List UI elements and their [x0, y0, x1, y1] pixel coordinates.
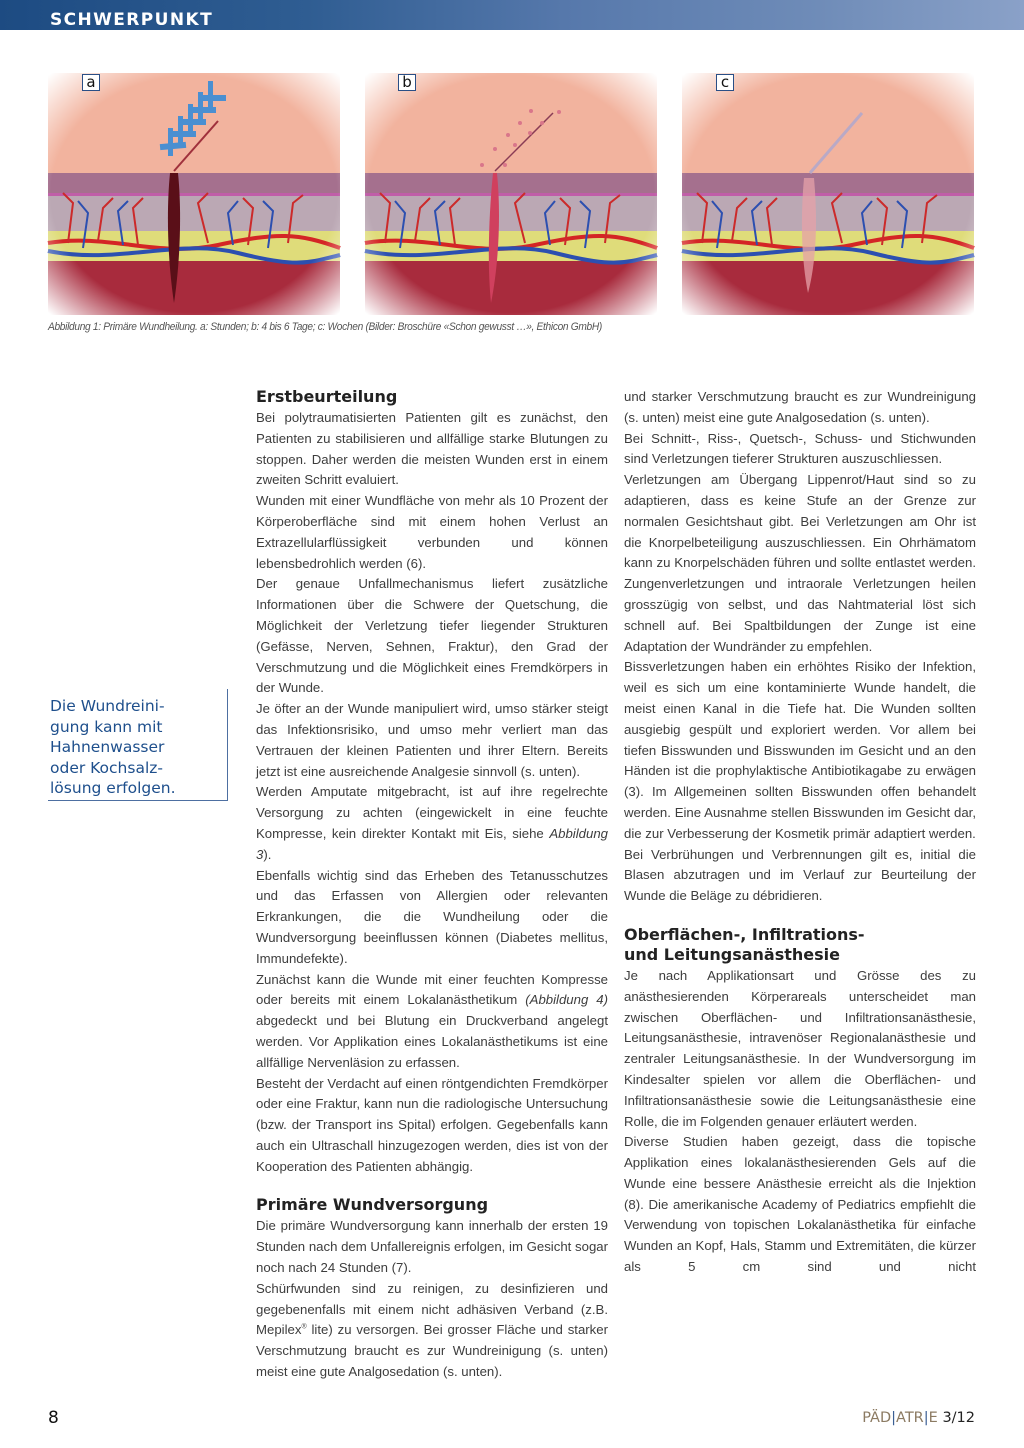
paragraph: Bei polytraumatisierten Patienten gilt es zunächst, den Patienten zu stabilisieren und allfällige starke Blutungen zu stoppen. Daher werden die meisten Wunden erst in einem zweiten Schritt evaluiert.	[256, 410, 608, 488]
skin-illustration-scar	[682, 73, 974, 315]
paragraph: Besteht der Verdacht auf einen röntgendichten Fremdkörper oder eine Fraktur, kann nun die radiologische Untersuchung (bzw. der Transport ins Spital) erfolgen. Gegebenfalls kann auch ein Ultraschall hinzugezogen werden, dies ist von der Kooperation des Patienten abhängig.	[256, 1075, 608, 1174]
section-heading-anaesthesie: Oberflächen-, Infiltrations- und Leitungsanästhesie	[624, 924, 865, 964]
issue-number: 3/12	[942, 1410, 975, 1426]
pullquote-line: Hahnenwasser	[50, 738, 165, 756]
article-column-left	[256, 387, 608, 1380]
registered-mark: ®	[301, 1324, 307, 1332]
article-column-right	[624, 387, 976, 1278]
paragraph: Verletzungen am Übergang Lippenrot/Haut sind so zu adaptieren, dass es keine Stufe an der Grenze zur normalen Gesichtshaut gibt. Bei Verletzungen am Ohr ist die Knorpelbeteiligung auszuschliessen. Ein Ohrhämatom kann zu Knorpelschäden führen und sollte entlastet werden. Zungenverletzungen und intraorale Verletzungen heilen grosszügig von selbst, und das Nahtmaterial löst sich schnell auf. Bei Spaltbildungen der Zunge ist eine Adaptation der Wundränder zu empfehlen.	[624, 472, 976, 654]
skin-illustration-sutured-wound	[48, 73, 340, 315]
skin-illustration-healing-wound	[365, 73, 657, 315]
paragraph: Je öfter an der Wunde manipuliert wird, umso stärker steigt das Infektionsrisiko, und umso mehr verliert man das Vertrauen der kleinen Patienten und ihrer Eltern. Bereits jetzt ist eine ausreichende Analgesie sinnvoll (s. unten).	[256, 701, 608, 779]
paragraph: Ebenfalls wichtig sind das Erheben des Tetanusschutzes und das Erfassen von Allergien oder relevanten Erkrankungen, die die Wundheilung oder die Wundversorgung beeinflussen können (Diabetes mellitus, Immundefekte).	[256, 867, 608, 966]
pullquote-line: lösung erfolgen.	[50, 779, 176, 797]
pullquote-line: gung kann mit	[50, 717, 163, 736]
paragraph: Der genaue Unfallmechanismus liefert zusätzliche Informationen über die Schwere der Quetschung, die Möglichkeit der Verletzung tiefer liegender Strukturen (Gefässe, Nerven, Sehnen, Fraktur), den Grad der Verschmutzung und die Möglichkeit eines Fremdkörpers in der Wunde.	[256, 576, 608, 696]
figure-panel-a	[48, 73, 340, 315]
page-number: 8	[48, 1408, 59, 1428]
paragraph: Bei Schnitt-, Riss-, Quetsch-, Schuss- und Stichwunden sind Verletzungen tieferer Strukturen auszuschliessen.	[624, 430, 976, 467]
pullquote-line: Die Wundreini-	[50, 697, 165, 715]
paragraph: Zunächst kann die Wunde mit einer feuchten Kompresse oder bereits mit einem Lokalanästhetikum (Abbildung 4) abgedeckt und bei Blutung ein Druckverband angelegt werden. Vor Applikation eines Lokalanästhetikums ist eine allfällige Nervenläsion zu erfassen.	[256, 971, 608, 1070]
figure-panel-b	[365, 73, 657, 315]
paragraph: Bissverletzungen haben ein erhöhtes Risiko der Infektion, weil es sich um eine kontaminierte Wunde handelt, die meist einen Kanal in die Tiefe hat. Die Wunden sollten ausgiebig gespült und exploriert werden. Vor allem bei tiefen Bisswunden und Bisswunden im Gesicht und an den Händen ist die prophylaktische Antibiotikagabe zu erwägen (3). Im Allgemeinen sollten Bisswunden offen behandelt werden. Eine Ausnahme stellen Bisswunden im Gesicht dar, die zur Verbesserung der Kosmetik primär adaptiert werden.	[624, 659, 976, 841]
panel-label-b: b	[398, 74, 416, 91]
pullquote-line: oder Kochsalz-	[50, 758, 163, 777]
figure-caption: Abbildung 1: Primäre Wundheilung. a: Stunden; b: 4 bis 6 Tage; c: Wochen (Bilder: Broschüre «Schon gewusst …», Ethicon GmbH)	[48, 321, 602, 333]
paragraph: Je nach Applikationsart und Grösse des zu anästhesierenden Körperareals unterscheidet man zwischen Oberflächen- und Infiltrationsanästhesie, Leitungsanästhesie, intravenöser Regionalanästhesie und zentraler Leitungsanästhesie. In der Wundversorgung im Kindesalter spielen vor allem die Oberflächen- und Infiltrationsanästhesie sowie die Leitungsanästhesie eine Rolle, die im Folgenden genauer erläutert werden.	[624, 967, 976, 1129]
journal-logo: PÄD|ATR|E 3/12	[862, 1410, 975, 1426]
figure-reference: (Abbildung 4)	[525, 992, 608, 1008]
panel-label-a: a	[82, 74, 100, 91]
paragraph: Die primäre Wundversorgung kann innerhalb der ersten 19 Stunden nach dem Unfallereignis erfolgen, im Gesicht sogar noch nach 24 Stunden (7).	[256, 1218, 608, 1276]
section-heading-erstbeurteilung: Erstbeurteilung	[256, 387, 398, 406]
pullquote	[48, 689, 228, 801]
paragraph: Bei Verbrühungen und Verbrennungen gilt es, initial die Blasen abzutragen und im Verlauf zur Beurteilung der Wunde die Beläge zu débridieren.	[624, 846, 976, 904]
section-title: SCHWERPUNKT	[50, 10, 214, 30]
paragraph: Werden Amputate mitgebracht, ist auf ihre regelrechte Versorgung zu achten (eingewickelt in eine feuchte Kompresse, kein direkter Kontakt mit Eis, siehe Abbildung 3).	[256, 784, 608, 862]
paragraph-continuation: und starker Verschmutzung braucht es zur Wundreinigung (s. unten) meist eine gute Analgosedation (s. unten).	[624, 389, 976, 425]
paragraph: Wunden mit einer Wundfläche von mehr als 10 Prozent der Körperoberfläche sind mit einem hohen Verlust an Extrazellularflüssigkeit verbunden und können lebensbedrohlich werden (6).	[256, 493, 608, 571]
paragraph: Schürfwunden sind zu reinigen, zu desinfizieren und gegebenenfalls mit einem nicht adhäsiven Verband (z.B. Mepilex® lite) zu versorgen. Bei grosser Fläche und starker Verschmutzung braucht es zur Wundreinigung (s. unten) meist eine gute Analgosedation (s. unten).	[256, 1280, 608, 1380]
figure-panel-c	[682, 73, 974, 315]
panel-label-c: c	[716, 74, 734, 91]
section-heading-primaere-wundversorgung: Primäre Wundversorgung	[256, 1195, 489, 1215]
figure-reference: Abbildung 3	[256, 825, 608, 862]
paragraph: Diverse Studien haben gezeigt, dass die topische Applikation eines lokalanästhesierenden Gels auf die Wunde eine bessere Anästhesie erreicht als die Injektion (8). Die amerikanische Academy of Pediatrics empfiehlt die Verwendung von topischen Lokalanästhetika für einfache Wunden an Kopf, Hals, Stamm und Extremitäten, die kürzer als 5 cm sind und nicht	[624, 1134, 976, 1275]
